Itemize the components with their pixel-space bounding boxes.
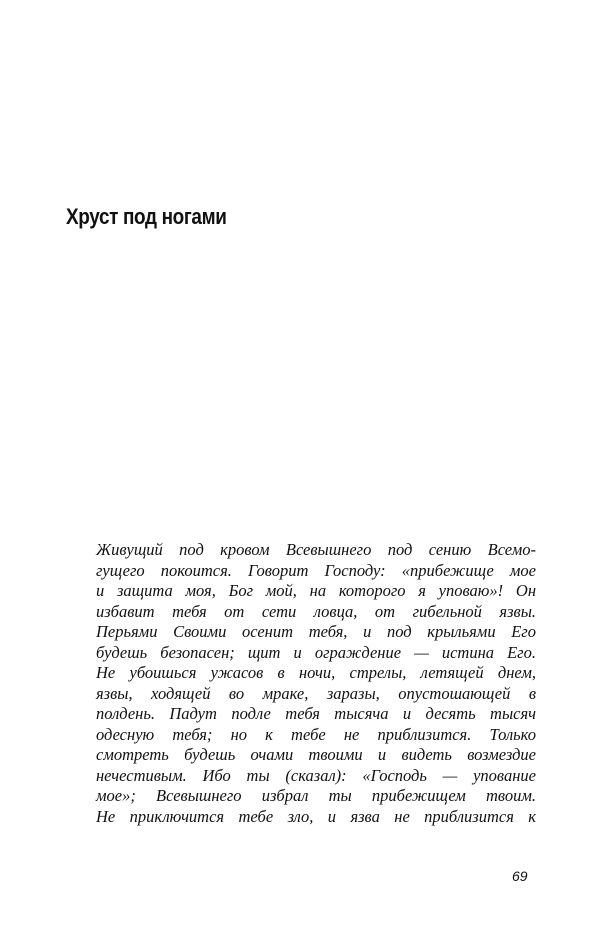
epigraph-line: избавит тебя от сети ловца, от гибельной язвы.: [96, 601, 536, 621]
epigraph-line: смотреть будешь очами твоими и видеть возмездие: [96, 745, 536, 764]
epigraph-line: Живущий под кровом Всевышнего под сению Всемо-: [96, 540, 536, 559]
epigraph-line: Не убоишься ужасов в ночи, стрелы, летящей днем,: [96, 663, 536, 682]
epigraph-line: нечестивым. Ибо ты (сказал): «Господь — упование: [96, 765, 536, 785]
page-number: 69: [512, 868, 528, 884]
epigraph-line: одесную тебя; но к тебе не приблизится. Только: [96, 724, 536, 744]
epigraph-line: мое»; Всевышнего избрал ты прибежищем твоим.: [96, 786, 536, 805]
epigraph-line: Не приключится тебе зло, и язва не приблизится к: [96, 806, 536, 826]
epigraph-line: полдень. Падут подле тебя тысяча и десять тысяч: [96, 704, 536, 723]
epigraph-line: Перьями Своими осенит тебя, и под крыльями Его: [96, 622, 536, 641]
epigraph-line: и защита моя, Бог мой, на которого я уповаю»! Он: [96, 581, 536, 600]
epigraph-line: язвы, ходящей во мраке, заразы, опустошающей в: [96, 683, 536, 703]
epigraph-line: гущего покоится. Говорит Господу: «прибежище мое: [96, 560, 536, 580]
chapter-title: Хруст под ногами: [66, 204, 227, 229]
epigraph: [96, 540, 536, 827]
epigraph-line: будешь безопасен; щит и ограждение — истина Его.: [96, 642, 536, 662]
